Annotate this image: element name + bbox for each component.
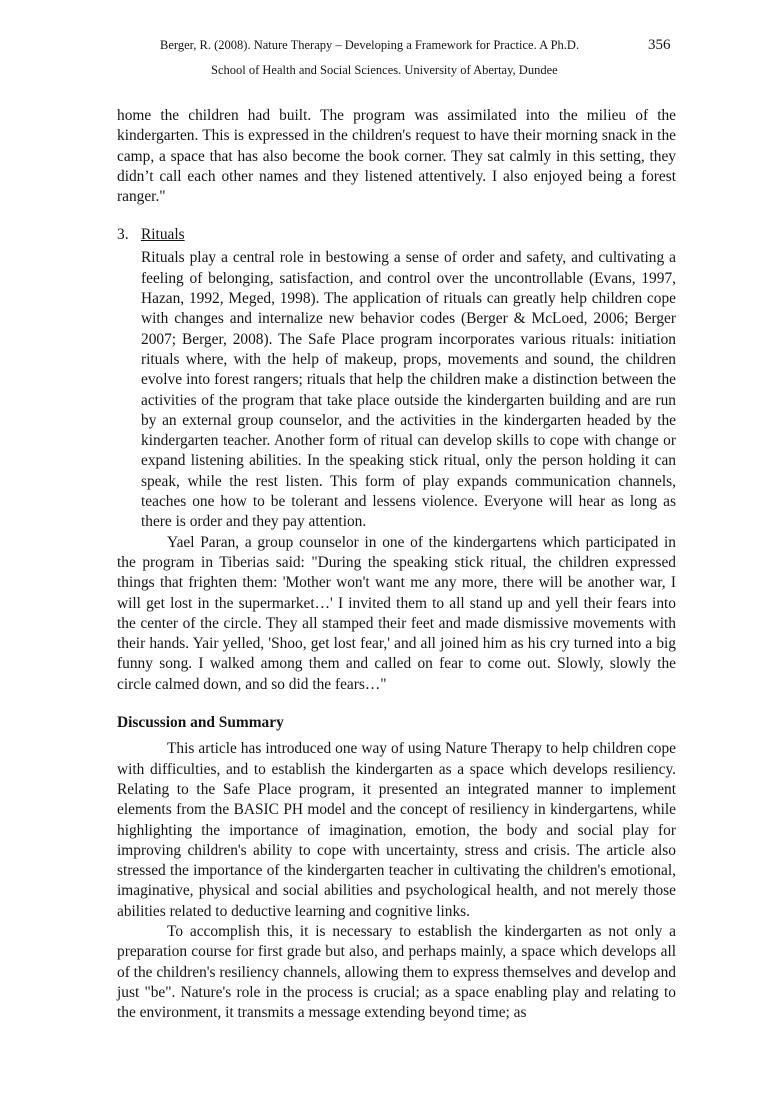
list-item-body [141,248,676,532]
list-item-heading [117,225,676,245]
list-item-title: Rituals [141,226,185,244]
page-body [117,106,676,1023]
rituals-paragraph: Rituals play a central role in bestowing a sense of order and safety, and cultivating a feeling of belonging, satisfaction, and control over the uncontrollable (Evans, 1997, Hazan, 1992, Meged, 1998). The application of rituals can greatly help children cope with changes and internalize new behavior codes (Berger & McLoed, 2006; Berger 2007; Berger, 2008). The Safe Place program incorporates various rituals: initiation rituals where, with the help of makeup, props, movements and sound, the children evolve into forest rangers; rituals that help the children make a distinction between the activities of the program that take place outside the kindergarten building and are run by an external group counselor, and the activities in the kindergarten headed by the kindergarten teacher. Another form of ritual can develop skills to cope with change or expand listening abilities. In the speaking stick ritual, only the person holding it can speak, while the rest listen. This form of play expands communication channels, teaches one how to be tolerant and lessens violence. Everyone will hear as long as there is order and they pay attention. [141,249,676,531]
page-number: 356 [648,37,671,53]
discussion-paragraph-1: This article has introduced one way of using Nature Therapy to help children cope with difficulties, and to establish the kindergarten as a space which develops resiliency. Relating to the Safe Place program, it presented an integrated manner to implement elements from the BASIC PH model and the concept of resiliency in kindergartens, while highlighting the importance of imagination, emotion, the body and social play for improving children's ability to cope with uncertainty, stress and crisis. The article also stressed the importance of the kindergarten teacher in cultivating the children's emotional, imaginative, physical and social abilities and psychological health, and not merely those abilities related to deductive learning and cognitive links. [117,740,676,920]
section-body [117,739,676,1023]
quote-paragraph: Yael Paran, a group counselor in one of the kindergartens which participated in the program in Tiberias said: "During the speaking stick ritual, the children expressed things that frighten them: 'Mother won't want me any more, there will be another war, I will get lost in the supermarket…' I invited them to all stand up and yell their fears into the center of the circle. They all stamped their feet and made dismissive movements with their hands. Yair yelled, 'Shoo, get lost fear,' and all joined him as his cry turned into a big funny song. I walked among them and called on fear to come out. Slowly, slowly the circle calmed down, and so did the fears…" [117,533,676,693]
intro-paragraph: home the children had built. The program was assimilated into the milieu of the kindergarten. This is expressed in the children's request to have their morning snack in the camp, a space that has also become the book corner. They sat calmly in this setting, they didn’t call each other names and they listened attentively. I also enjoyed being a forest ranger." [117,107,676,206]
citation-line: Berger, R. (2008). Nature Therapy – Developing a Framework for Practice. A Ph.D. [160,38,580,52]
list-item-number: 3. [117,226,129,244]
section-heading: Discussion and Summary [117,714,284,732]
institution-line: School of Health and Social Sciences. University of Abertay, Dundee [211,63,558,77]
discussion-paragraph-2: To accomplish this, it is necessary to establish the kindergarten as not only a preparation course for first grade but also, and perhaps mainly, a space which develops all of the children's resiliency channels, allowing them to express themselves and develop and just "be". Nature's role in the process is crucial; as a space enabling play and relating to the environment, it transmits a message extending beyond time; as [117,922,676,1022]
